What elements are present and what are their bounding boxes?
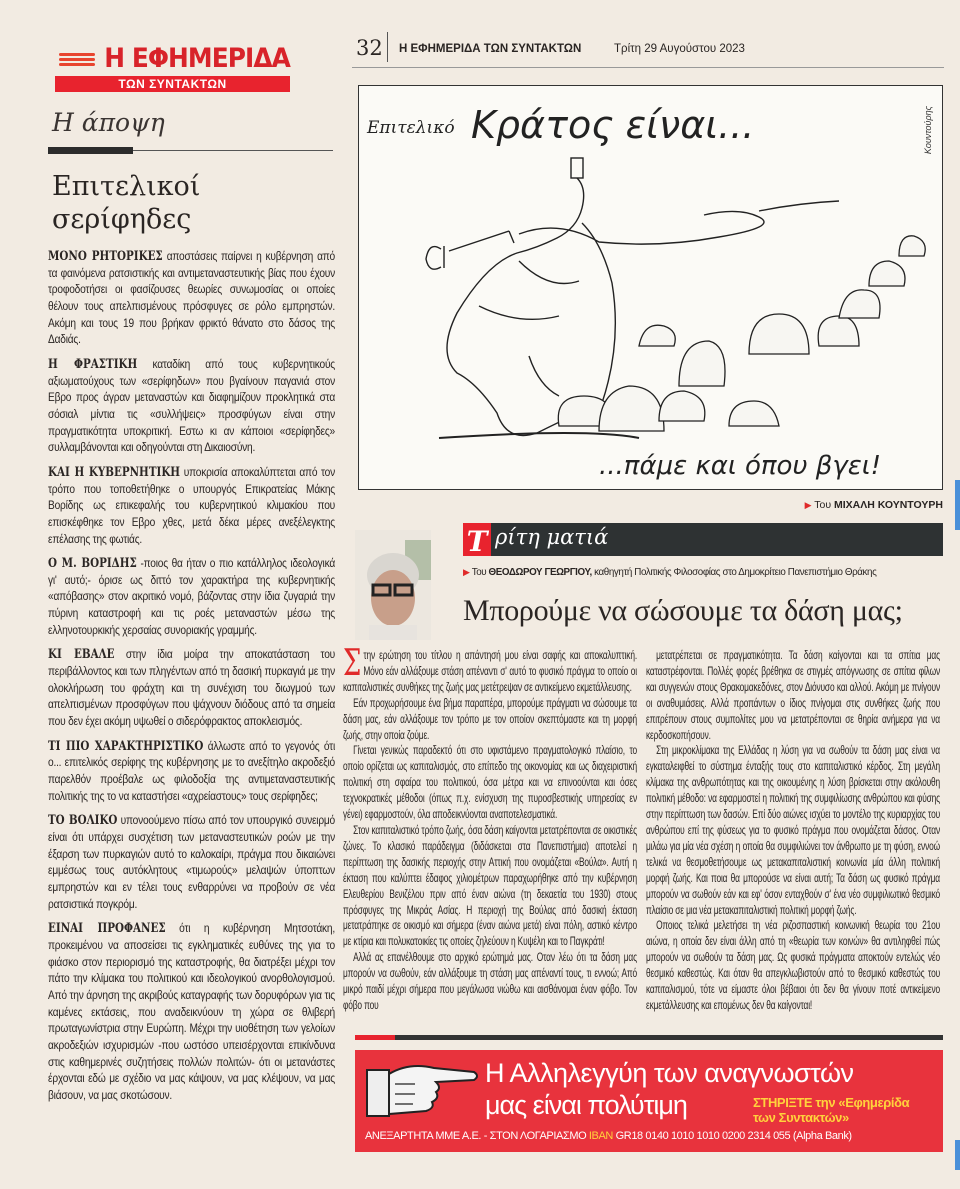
drop-cap: Σ bbox=[343, 643, 362, 684]
bank-name: (Alpha Bank) bbox=[792, 1130, 852, 1142]
byline-name: ΘΕΟΔΩΡΟΥ ΓΕΩΡΓΙΟΥ, bbox=[488, 567, 592, 578]
paragraph-text: Στον καπιταλιστικό τρόπο ζωής, όσα δάση καίγονται μετατρέπονται σε οικιστικές ζώνες. Το κλασικό παράδειγμα (διδάσκεται στα Πανεπιστήμια) αποτελεί η περίπτωση της δασικής περιοχής στην Αττική που ονομάζεται «Βούλα». Αυτή η έκταση που καλύπτει έδαφος χιλιομέτρων παραχωρήθηκε από την κυβέρνηση Ελευθερίου Βενιζέλου πριν από έναν αιώνα (τη δεκαετία του 1930) στους πρόσφυγες της Μικράς Ασίας. Η περιοχή της Βούλας από δασική έκταση μετατράπηκε σε οικισμό και σήμερα (έναν αιώνα μετά) είναι πόλη, αστικό κέντρο με κτίρια και πολυκατοικίες τις οποίες ζηλεύουν η Κυψέλη και το Παγκράτι! bbox=[343, 823, 637, 949]
pointing-hand-icon bbox=[365, 1056, 480, 1128]
ad-divider bbox=[355, 1035, 943, 1040]
author-photo bbox=[355, 530, 431, 640]
banner-label: ρίτη ματιά bbox=[495, 525, 609, 549]
article-column-1 bbox=[343, 643, 637, 1014]
paragraph-text: Εάν προχωρήσουμε ένα βήμα παραπέρα, μπορούμε πράγματι να σώσουμε τα δάση μας, εάν αλλάξουμε τον τρόπο με τον οποίον σκεπτόμαστε και τη μορφή ζωής, στην οποία ζούμε. bbox=[343, 696, 637, 742]
paper-name: Η ΕΦΗΜΕΡΙΔΑ ΤΩΝ ΣΥΝΤΑΚΤΩΝ bbox=[399, 43, 582, 55]
editorial-title bbox=[52, 170, 200, 236]
support-line: των Συντακτών» bbox=[753, 1110, 849, 1125]
paragraph-text: υπονοούμενο πίσω από τον υπουργικό συνειρμό είναι ότι υπάρχει συσχέτιση των μεταναστευτικών ροών με την έξαρση των πυρκαγιών αυτό το καλοκαίρι, πράγμα που δικαιώνει εμμέσως τους αυτόκλητους «τιμωρούς» μελαψών ύποπτων εμπρηστών και εν τέλει τους ενθαρρύνει να προβούν σε νέα ρατσιστικά πογκρόμ. bbox=[48, 813, 336, 911]
title-line: σερίφηδες bbox=[52, 204, 192, 235]
section-divider bbox=[48, 150, 333, 151]
paragraph-text: στην ίδια μοίρα την αποκατάσταση του περιβάλλοντος και των πληγέντων από τη δασική πυρκαγιά με την ολοκλήρωση του φράχτη και τη συνέχιση του διωγμού των απελπισμένων προσφύγων που ψάχνουν διόδους από τα σημεία που δεν έχει ακόμη υψωθεί ο σιδερόφρακτος αποκλεισμός. bbox=[48, 647, 335, 729]
article-paragraph bbox=[646, 743, 940, 918]
paragraph-text: Οποιος τελικά μελετήσει τη νέα ριζοσπαστική κοινωνική θεωρία του 21ου αιώνα, η οποία δεν είναι άλλη από τη «θεωρία των κοινών» θα αντιληφθεί πώς μπορούν να σωθούν τα δάση μας. Ως φυσικά πράγματα αποκτούν εντελώς νέο θεσμικό καθεστώς. Και όταν θα απεγκλωβιστούν από το θεσμικό καθεστώς του καπιταλισμού, τότε να είμαστε όλοι βέβαιοι ότι δεν θα γίνουν ποτέ αντικείμενο εκμετάλλευσης και επομένως δεν θα καίγονται! bbox=[646, 919, 940, 1012]
article-column-text bbox=[646, 648, 940, 1014]
support-line: ΣΤΗΡΙΞΤΕ την «Εφημερίδα bbox=[753, 1095, 910, 1110]
paragraph-text: άλλωστε από το γεγονός ότι ο... επιτελικός σερίφης της κυβέρνησης με το ανεξίτηλο ακροδεξιό παρελθόν προέβαλε ως φιλοδοξία της αντιμεταναστευτικής πολιτικής της το να καταστήσει «αχρείαστους» τους σερίφηδες; bbox=[48, 738, 335, 803]
iban-number: GR18 0140 1010 1010 0200 2314 055 bbox=[615, 1130, 791, 1142]
editorial-paragraph bbox=[48, 646, 335, 729]
title-line: Επιτελικοί bbox=[52, 171, 201, 202]
logo-bottom: ΤΩΝ ΣΥΝΤΑΚΤΩΝ bbox=[55, 76, 290, 92]
article-paragraph bbox=[343, 823, 637, 950]
article-paragraph bbox=[646, 648, 940, 743]
author-portrait-icon bbox=[355, 530, 431, 640]
paragraph-lead: ΕΙΝΑΙ ΠΡΟΦΑΝΕΣ bbox=[48, 920, 166, 936]
account-prefix: ΑΝΕΞΑΡΤΗΤΑ ΜΜΕ Α.Ε. - ΣΤΟΝ ΛΟΓΑΡΙΑΣΜΟ bbox=[365, 1130, 587, 1142]
paragraph-lead: ΜΟΝΟ ΡΗΤΟΡΙΚΕΣ bbox=[48, 248, 163, 263]
paragraph-text: Γίνεται γενικώς παραδεκτό ότι στο υφιστάμενο πραγματολογικό πλαίσιο, το οποίο ορίζεται ως καπιταλισμός, στο επίπεδο της οικονομίας και ως διαχειριστική πολιτική στη σφαίρα του πολιτικού, όσα μέτρα και να επινοούνται και όσες τεχνοκρατικές μέθοδοι (όπως π.χ. ενίσχυση της πυροσβεστικής υπηρεσίας εν γένει) εφαρμοστούν, όλα αποδεικνύονται αναποτελεσματικά. bbox=[343, 744, 637, 822]
paragraph-lead: ΚΑΙ Η ΚΥΒΕΡΝΗΤΙΚΗ bbox=[48, 463, 181, 479]
paragraph-text: υποκρισία αποκαλύπτεται από τον τρόπο που τοποθετήθηκε ο υπουργός Επικρατείας Μάκης Βορίδης ως επικεφαλής του κυβερνητικού κλιμακίου που επισκέφθηκε τον Εβρο χθες, μετά δέκα μέρες ανεξέλεγκτης επέλασης της φωτιάς. bbox=[48, 464, 335, 546]
cartoon-signature: Κουντούρης bbox=[923, 106, 933, 155]
section-label: Η άποψη bbox=[52, 108, 165, 137]
article-column-text bbox=[343, 643, 637, 1014]
paragraph-lead: ΚΙ ΕΒΑΛΕ bbox=[48, 646, 115, 662]
divider bbox=[387, 32, 388, 62]
logo-top: Η ΕΦΗΜΕΡΙΔΑ bbox=[104, 43, 291, 74]
paragraph-text: την ερώτηση του τίτλου η απάντησή μου είναι σαφής και αποκαλυπτική. Μόνο εάν αλλάξουμε στάση απέναντι σ' αυτό το φυσικό πράγμα το οποίο οι καπιταλιστικές συνθήκες της ζωής μας μετέτρεψαν σε αντικείμενο εκμετάλλευσης. bbox=[343, 649, 637, 694]
paragraph-text: μετατρέπεται σε πραγματικότητα. Τα δάση καίγονται και τα σπίτια μας καταστρέφονται. Πολλές φορές βρέθηκα σε στιγμές απόγνωσης σε σπίτια φίλων και συγγενών στους Θρακομακεδόνες, στον Διόνυσο και αλλού. Ακόμη με πνίγουν οι αναθυμιάσεις. Αλλά προπάντων ο ίδιος πνίγομαι στις συνθήκες ζωής που επιτρέπουν στους συμπολίτες μου να μετατρέπονται σε θηρία ανήμερα για να κερδοσκοπήσουν. bbox=[646, 649, 940, 742]
triangle-bullet-icon: ▶ bbox=[804, 500, 812, 510]
article-paragraph bbox=[343, 950, 637, 1014]
scan-edge-mark bbox=[955, 480, 960, 530]
cartoon-caption-small: Επιτελικό bbox=[367, 118, 455, 138]
scan-edge-mark bbox=[955, 1140, 960, 1170]
banner-initial: Τ bbox=[463, 523, 491, 556]
cartoon-caption-bottom: ...πάμε και όπου βγει! bbox=[599, 451, 882, 481]
page-number: 32 bbox=[356, 36, 383, 60]
ground-shadow bbox=[439, 433, 639, 438]
ad-account bbox=[365, 1130, 852, 1142]
paragraph-text: καταδίκη από τους κυβερνητικούς αξιωματούχους των «σερίφηδων» που βγαίνουν παγανιά στον Εβρο προς άγραν μεταναστών και διαφημίζουν προκλητικά στα σόσιαλ μίντια τις «συλλήψεις» προσφύγων είναι στην πραγματικότητα υποκριτική. Εστω κι αν κάποιοι «σερίφηδες» συλλαμβάνονται και οδηγούνται στη Δικαιοσύνη. bbox=[48, 356, 335, 455]
newspaper-logo bbox=[55, 42, 290, 92]
triangle-bullet-icon: ▶ bbox=[463, 567, 470, 577]
rocks bbox=[558, 236, 925, 431]
paragraph-text: Αλλά ας επανέλθουμε στο αρχικό ερώτημά μας. Οταν λέω ότι τα δάση μας μπορούν να σωθούν, εάν αλλάξουμε τη στάση μας απέναντί τους, τι εννοώ; Από μικρό παιδί μέχρι σήμερα που μεγάλωσα νιώθω και αισθάνομαι έναν φόβο. Τον φόβο που bbox=[343, 951, 637, 1012]
paragraph-text: -ποιος θα ήταν ο πιο κατάλληλος ιδεολογικά γι' αυτό;- όρισε ως διττό τον χαρακτήρα της κυβερνητικής «απόβασης» στον ακριτικό νομό, βάζοντας στην ίδια ζυγαριά την πύρινη καταστροφή και τις ροές μεταναστών μέσω της ελληνοτουρκικής χερσαίας συνοριακής γραμμής. bbox=[48, 556, 335, 637]
editorial-paragraph bbox=[48, 920, 335, 1103]
editorial-paragraph bbox=[48, 555, 335, 638]
editorial-body bbox=[48, 248, 335, 1112]
byline bbox=[463, 567, 876, 578]
article-paragraph bbox=[646, 918, 940, 1013]
article-paragraph bbox=[343, 696, 637, 744]
credit-name: ΜΙΧΑΛΗ ΚΟΥΝΤΟΥΡΗ bbox=[833, 499, 943, 511]
editorial-paragraph bbox=[48, 738, 335, 805]
issue-date: Τρίτη 29 Αυγούστου 2023 bbox=[614, 43, 745, 55]
editorial-paragraph bbox=[48, 356, 335, 456]
cartoon-caption-big: Κράτος είναι... bbox=[471, 103, 755, 147]
cartoon-credit bbox=[700, 499, 943, 511]
support-ad bbox=[355, 1050, 943, 1152]
article-paragraph bbox=[343, 643, 637, 696]
editorial-paragraph bbox=[48, 248, 335, 348]
cartoon-drawing bbox=[359, 86, 941, 488]
byline-prefix: Του bbox=[471, 567, 487, 578]
editorial-paragraph bbox=[48, 464, 335, 547]
cartoon bbox=[358, 85, 943, 490]
paragraph-text: Στη μικροκλίμακα της Ελλάδας η λύση για να σωθούν τα δάση μας είναι να εγκαταλειφθεί το σύστημα ένταξής τους στο καπιταλιστικό κέρδος. Στη μεγάλη κλίμακα της ανθρωπότητας και της οικουμένης η λύση βρίσκεται στην ακόλουθη πολιτική μέθοδο: να εφαρμοστεί η πολιτική της συμφιλίωσης ανθρώπου και φύσης στην περίπτωση των δασών. Επί δύο αιώνες ισχύει το μοντέλο της κυριαρχίας του ανθρώπου επί της φύσεως για το φυσικό πράγμα που ονομάζεται δάσος. Οταν μιλάω για μία νέα σχέση η οποία θα συμφιλιώνει τον άνθρωπο με τη φύση, εννοώ τελικά να θεσμοθετήσουμε ως μετακαπιταλιστική κοινωνία μία άλλη πολιτική μορφή ζωής. Και ποια θα μπορούσε να είναι αυτή; Τα δάση ως φυσικό πράγμα μπορούν να σωθούν εάν και εφ' όσον ενταχθούν σ' ένα νέο συμφιλιωτικό θεσμικό πλαίσιο σε μια νέα μετακαπιταλιστική πολιτική μορφή ζωής. bbox=[646, 744, 940, 917]
ad-heading-line1: Η Αλληλεγγύη των αναγνωστών bbox=[485, 1058, 854, 1088]
paragraph-text: αποστάσεις παίρνει η κυβέρνηση από τα φαινόμενα ρατσιστικής και αντιμεταναστευτικής βίας που έχουν τροφοδοτήσει οι φασίζουσες θεωρίες συνωμοσίας οι οποίες θέλουν τους απελπισμένους πρόσφυγες σε ρόλο εμπρηστών. Ακόμη και τους 19 που βρήκαν φρικτό θάνατο στο δάσος της Δαδιάς. bbox=[48, 249, 335, 347]
iban-label: IBAN bbox=[588, 1130, 613, 1142]
editorial-paragraph bbox=[48, 812, 335, 912]
paragraph-lead: ΤΙ ΠΙΟ ΧΑΡΑΚΤΗΡΙΣΤΙΚΟ bbox=[48, 737, 204, 753]
article-headline: Μπορούμε να σώσουμε τα δάση μας; bbox=[463, 594, 903, 627]
paragraph-text: ότι η κυβέρνηση Μητσοτάκη, προκειμένου να αποσείσει τις εγκληματικές ευθύνες της για το φιάσκο στον περιορισμό της καταστροφής, θα διατρέξει μέχρι τον πάτο την κλίμακα του πολιτικού και ιδεολογικού ανορθολογισμού. Από την άρνηση της ακριβούς καταγραφής των δορυφόρων για τις καμένες εκτάσεις, που αναδεικνύουν τη χώρα σε θλιβερή πρωταγωνίστρια στην Ευρώπη. Μέχρι την υιοθέτηση των γελοίων ακροδεξιών ισχυρισμών -που ωστόσο υπεισέρχονται επικίνδυνα στις καθημερινές συζητήσεις πολλών πολιτών- ότι οι μετανάστες έρχονται εδώ με σχέδιο να μας κάψουν, να μας κλέψουν, να μας βιάσουν, να μας σκοτώσουν. bbox=[48, 921, 335, 1102]
editorial-body-text bbox=[48, 248, 335, 1104]
paragraph-lead: ΤΟ ΒΟΛΙΚΟ bbox=[48, 812, 118, 828]
page-header bbox=[352, 36, 944, 68]
ad-heading-line2: μας είναι πολύτιμη bbox=[485, 1090, 687, 1120]
ad-support bbox=[753, 1095, 909, 1125]
article-column-2 bbox=[646, 648, 940, 1014]
byline-role: καθηγητή Πολιτικής Φιλοσοφίας στο Δημοκρίτειο Πανεπιστήμιο Θράκης bbox=[594, 567, 877, 578]
article-paragraph bbox=[343, 743, 637, 823]
paragraph-lead: Ο Μ. ΒΟΡΙΔΗΣ bbox=[48, 555, 137, 571]
paragraph-lead: Η ΦΡΑΣΤΙΚΗ bbox=[48, 355, 138, 371]
column-banner bbox=[463, 523, 943, 556]
credit-prefix: Του bbox=[814, 499, 832, 511]
